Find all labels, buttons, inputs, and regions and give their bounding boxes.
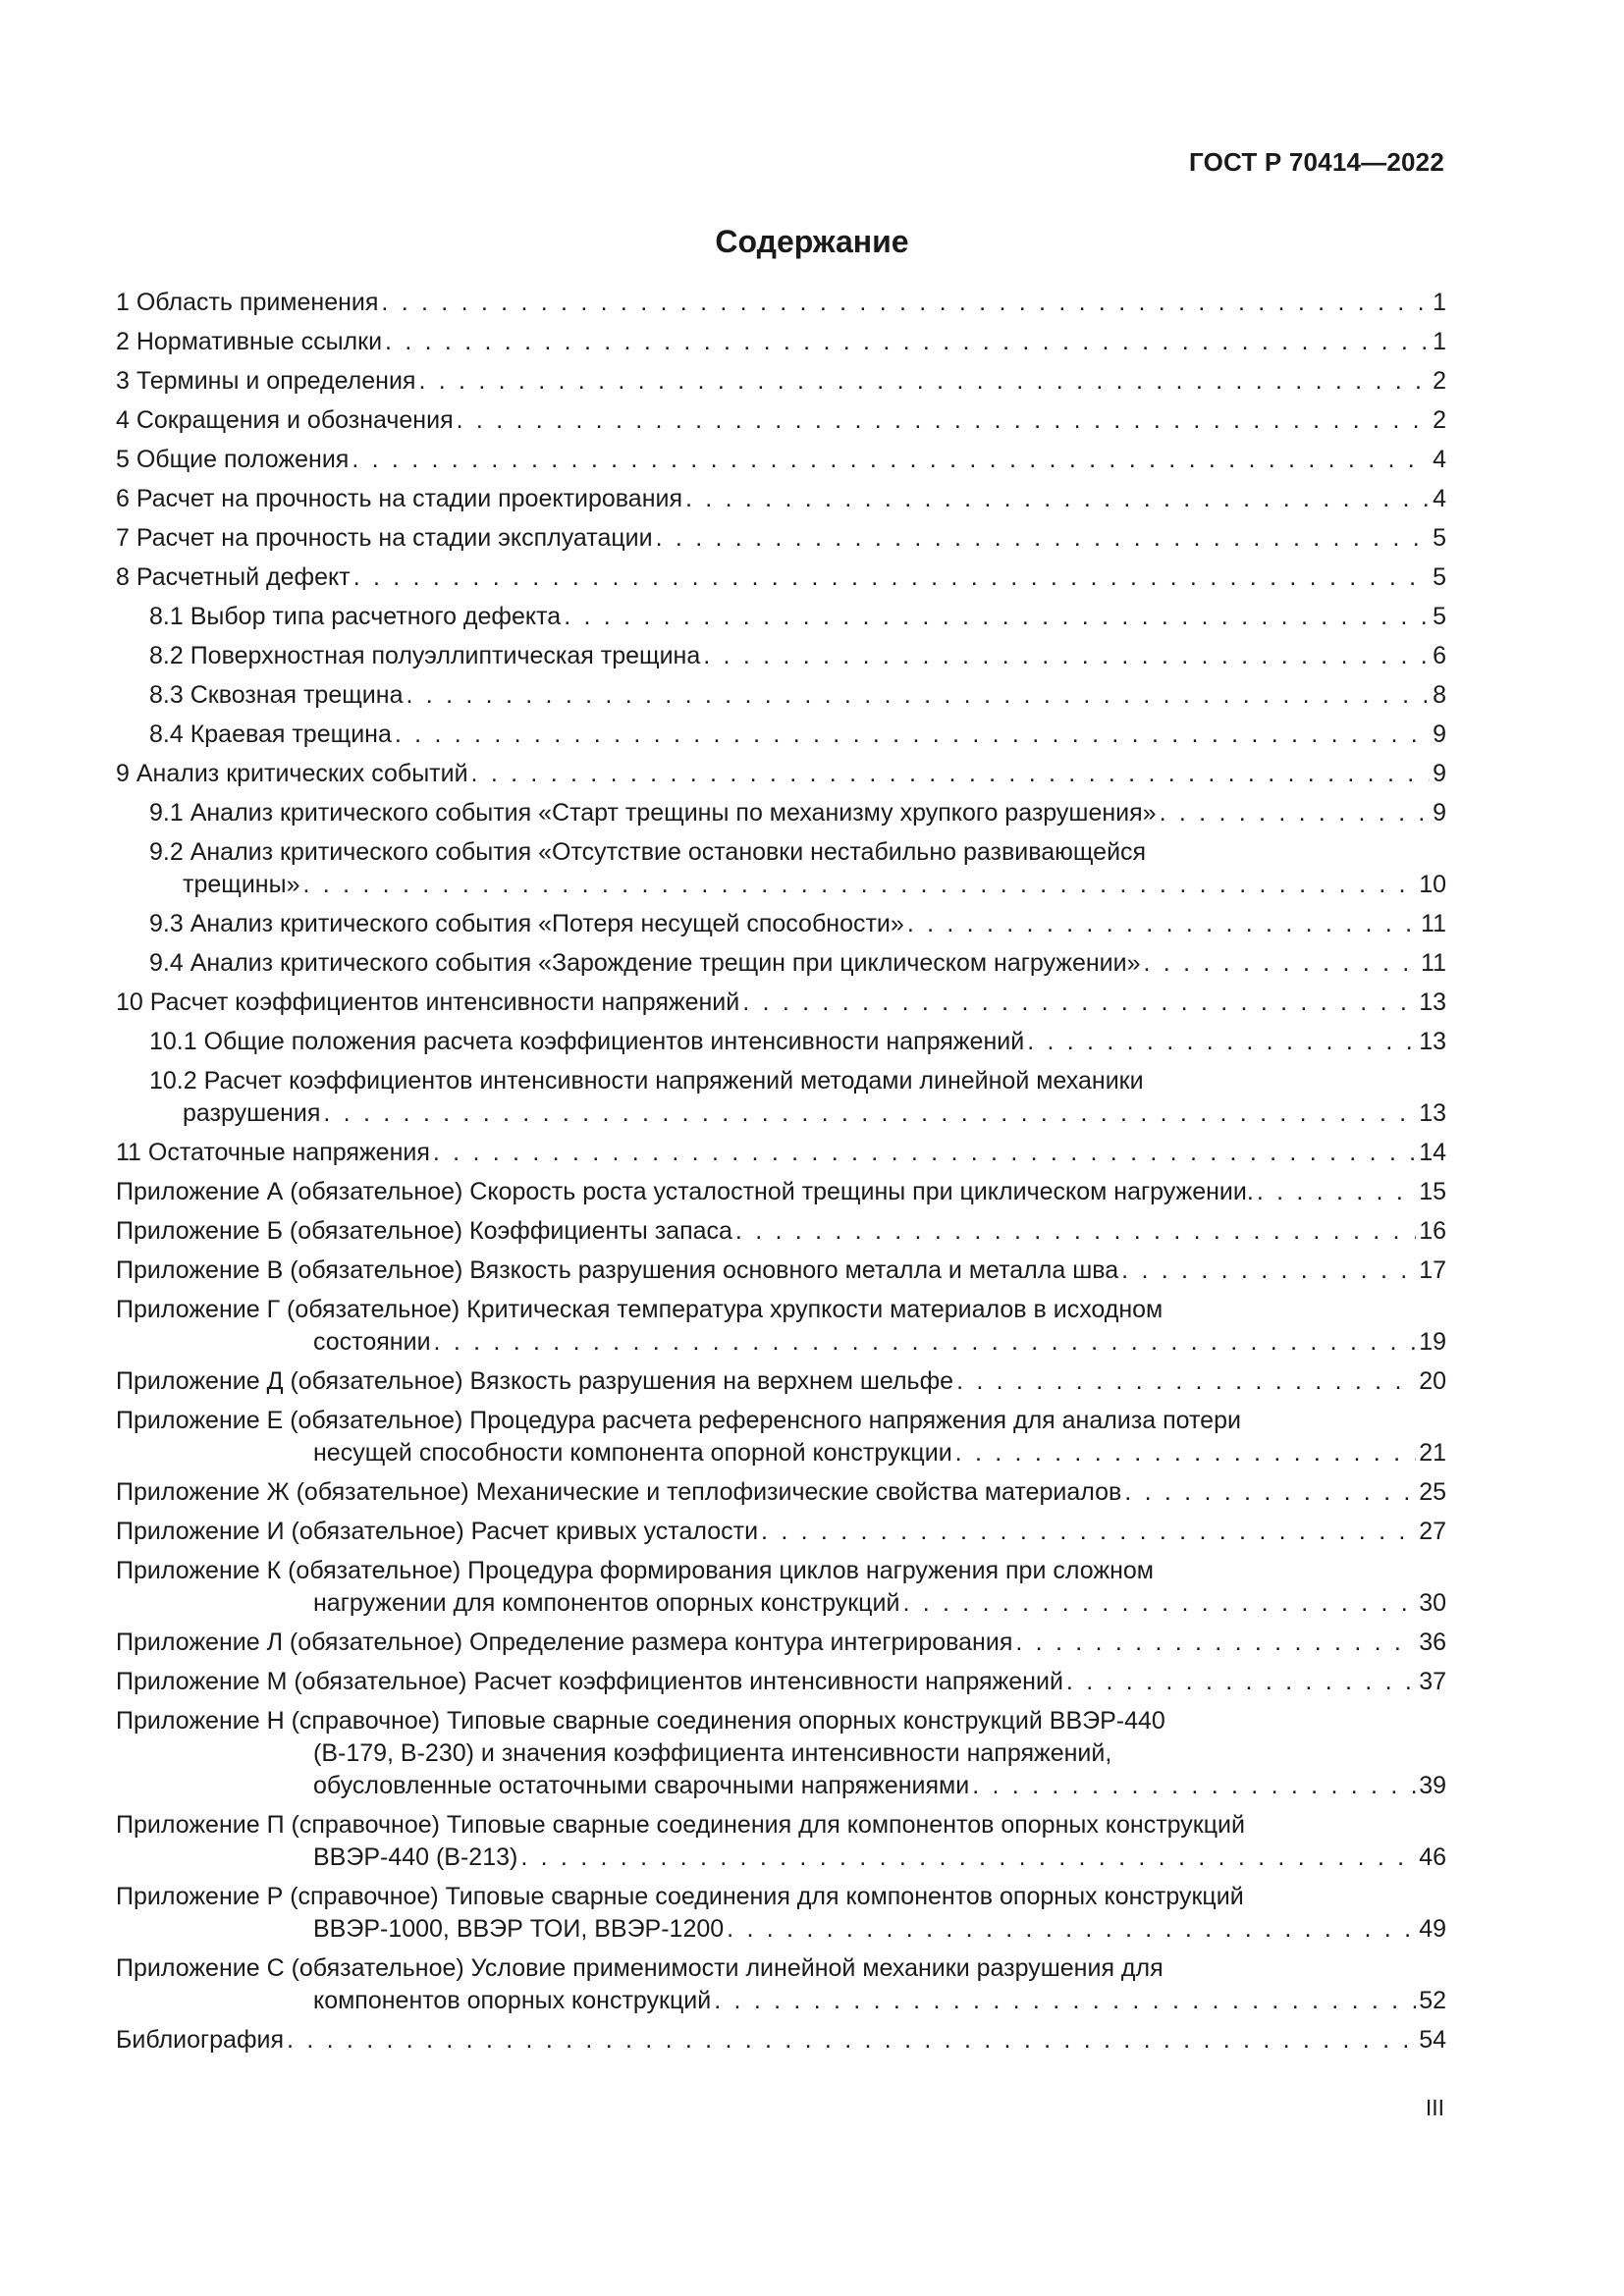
toc-page-number: 15	[1419, 1178, 1446, 1205]
toc-page-number: 20	[1419, 1367, 1446, 1395]
toc-page-number: 6	[1433, 642, 1446, 669]
toc-entry-text: 10 Расчет коэффициентов интенсивности напряжений	[116, 988, 740, 1016]
toc-entry[interactable]	[116, 326, 1446, 358]
toc-entry[interactable]	[149, 947, 1446, 980]
toc-entry-text: 9.1 Анализ критического события «Старт трещины по механизму хрупкого разрушения»	[149, 799, 1157, 827]
toc-entry-text: 11 Остаточные напряжения	[116, 1139, 430, 1166]
toc-entry-text: компонентов опорных конструкций	[313, 1987, 712, 2014]
toc-entry[interactable]	[116, 365, 1446, 398]
dot-leader	[1121, 1255, 1416, 1287]
toc-entry-text: трещины»	[183, 871, 300, 898]
toc-page-number: 36	[1419, 1629, 1446, 1656]
toc-page-number: 27	[1419, 1518, 1446, 1545]
toc-page-number: 13	[1419, 1099, 1446, 1127]
toc-entry[interactable]	[116, 1516, 1446, 1548]
dot-leader	[1124, 1476, 1416, 1509]
dot-leader	[323, 1097, 1416, 1130]
dot-leader	[1027, 1026, 1416, 1058]
toc-page-number: 1	[1433, 289, 1446, 316]
toc-entry-text: 10.1 Общие положения расчета коэффициентов интенсивности напряжений	[149, 1028, 1025, 1055]
toc-entry-text: Приложение К (обязательное) Процедура формирования циклов нагружения при сложном	[116, 1557, 1154, 1584]
toc-entry[interactable]	[116, 404, 1446, 437]
toc-page-number: 5	[1433, 563, 1446, 591]
toc-entry[interactable]	[149, 601, 1446, 633]
toc-entry-text: несущей способности компонента опорной конструкции	[313, 1439, 952, 1467]
toc-entry-text: Приложение Б (обязательное) Коэффициенты запаса	[116, 1217, 732, 1245]
toc-page-number: 30	[1419, 1589, 1446, 1617]
toc-entry[interactable]	[149, 797, 1446, 829]
dot-leader	[457, 404, 1430, 437]
toc-entry[interactable]	[116, 1627, 1446, 1659]
toc-entry-text: разрушения	[183, 1099, 321, 1127]
toc-page-number: 46	[1419, 1843, 1446, 1871]
toc-entry[interactable]	[116, 1405, 1446, 1469]
toc-entry[interactable]	[149, 679, 1446, 712]
dot-leader	[1160, 797, 1431, 829]
toc-page-number: 19	[1419, 1328, 1446, 1356]
toc-entry-text: состоянии	[313, 1328, 431, 1356]
toc-entry[interactable]	[116, 483, 1446, 515]
toc-entry[interactable]	[116, 1555, 1446, 1620]
dot-leader	[742, 987, 1416, 1019]
toc-page-number: 2	[1433, 406, 1446, 434]
toc-page-number: 37	[1419, 1668, 1446, 1695]
toc-entry-text: 1 Область применения	[116, 289, 379, 316]
toc-entry[interactable]	[116, 987, 1446, 1019]
toc-entry-text: Приложение Д (обязательное) Вязкость разрушения на верхнем шельфе	[116, 1367, 954, 1395]
toc-page-number: 8	[1433, 681, 1446, 709]
toc-entry-text: Приложение Г (обязательное) Критическая температура хрупкости материалов в исходном	[116, 1296, 1164, 1323]
document-code: ГОСТ Р 70414—2022	[1189, 147, 1444, 177]
dot-leader	[703, 640, 1430, 672]
dot-leader	[406, 679, 1430, 712]
page-number: III	[1425, 2095, 1444, 2120]
toc-page-number: 14	[1419, 1139, 1446, 1166]
dot-leader	[564, 601, 1430, 633]
toc-entry-text: 7 Расчет на прочность на стадии эксплуатации	[116, 524, 653, 552]
toc-page-number: 52	[1419, 1987, 1446, 2014]
toc-entry[interactable]	[116, 1137, 1446, 1169]
toc-page-number: 1	[1433, 328, 1446, 355]
dot-leader	[353, 561, 1430, 594]
toc-entry-text: 2 Нормативные ссылки	[116, 328, 383, 355]
toc-entry-text: Приложение Е (обязательное) Процедура расчета референсного напряжения для анализа потери	[116, 1407, 1241, 1434]
toc-page-number: 5	[1433, 603, 1446, 630]
toc-entry[interactable]	[116, 1255, 1446, 1287]
toc-entry[interactable]	[116, 1215, 1446, 1248]
toc-entry-text: ВВЭР-1000, ВВЭР ТОИ, ВВЭР-1200	[313, 1915, 725, 1943]
toc-page-number: 54	[1419, 2026, 1446, 2054]
toc-entry-text: Приложение Р (справочное) Типовые сварные соединения для компонентов опорных конструкций	[116, 1883, 1244, 1910]
dot-leader	[395, 719, 1430, 751]
toc-page-number: 9	[1433, 760, 1446, 787]
toc-entry[interactable]	[149, 719, 1446, 751]
toc-entry-text: Приложение Л (обязательное) Определение размера контура интегрирования	[116, 1629, 1013, 1656]
toc-entry-text: 9 Анализ критических событий	[116, 760, 468, 787]
dot-leader	[972, 1770, 1416, 1802]
toc-entry-text: Приложение А (обязательное) Скорость роста усталостной трещины при циклическом нагружении.	[116, 1178, 1254, 1205]
dot-leader	[714, 1985, 1416, 2017]
toc-page-number: 5	[1433, 524, 1446, 552]
toc-entry[interactable]	[116, 561, 1446, 594]
toc-entry[interactable]	[116, 1705, 1446, 1802]
toc-entry[interactable]	[116, 1476, 1446, 1509]
toc-page-number: 10	[1419, 871, 1446, 898]
dot-leader	[735, 1215, 1416, 1248]
toc-page-number: 21	[1419, 1439, 1446, 1467]
toc-entry-text: 9.3 Анализ критического события «Потеря несущей способности»	[149, 910, 904, 937]
toc-entry[interactable]	[149, 640, 1446, 672]
toc-entry-text: Приложение С (обязательное) Условие применимости линейной механики разрушения для	[116, 1954, 1164, 1982]
toc-entry[interactable]	[116, 1365, 1446, 1398]
dot-leader	[352, 444, 1430, 476]
toc-entry[interactable]	[149, 1065, 1446, 1130]
toc-entry-text: ВВЭР-440 (В-213)	[313, 1843, 518, 1871]
toc-entry-text: 9.4 Анализ критического события «Зарождение трещин при циклическом нагружении»	[149, 949, 1141, 977]
toc-page-number: 9	[1433, 799, 1446, 827]
dot-leader	[727, 1913, 1416, 1946]
toc-entry[interactable]	[116, 1881, 1446, 1946]
toc-page-number: 25	[1419, 1478, 1446, 1506]
toc-entry-text: Приложение М (обязательное) Расчет коэффициентов интенсивности напряжений	[116, 1668, 1063, 1695]
toc-page-number: 49	[1419, 1915, 1446, 1943]
toc-page-number: 17	[1419, 1256, 1446, 1284]
dot-leader	[1257, 1176, 1416, 1208]
dot-leader	[902, 1587, 1416, 1620]
dot-leader	[381, 287, 1430, 319]
toc-page-number: 11	[1421, 949, 1446, 977]
dot-leader	[1015, 1627, 1416, 1659]
toc-entry[interactable]	[116, 1294, 1446, 1359]
toc-page-number: 4	[1433, 485, 1446, 512]
toc-page-number: 16	[1419, 1217, 1446, 1245]
table-of-contents	[116, 287, 1446, 2063]
dot-leader	[907, 908, 1418, 940]
toc-entry-text: Приложение П (справочное) Типовые сварные соединения для компонентов опорных конструкций	[116, 1811, 1245, 1839]
dot-leader	[471, 758, 1431, 790]
dot-leader	[385, 326, 1430, 358]
toc-page-number: 39	[1419, 1772, 1446, 1799]
dot-leader	[955, 1437, 1417, 1469]
toc-page-number: 9	[1433, 721, 1446, 748]
toc-entry-text: 6 Расчет на прочность на стадии проектирования	[116, 485, 683, 512]
toc-entry-text: 4 Сокращения и обозначения	[116, 406, 454, 434]
toc-entry-text: нагружении для компонентов опорных конструкций	[313, 1589, 900, 1617]
dot-leader	[287, 2024, 1416, 2056]
toc-page-number: 13	[1419, 988, 1446, 1016]
toc-entry-text: 8 Расчетный дефект	[116, 563, 351, 591]
toc-entry[interactable]	[149, 836, 1446, 901]
toc-entry-text: 8.1 Выбор типа расчетного дефекта	[149, 603, 562, 630]
toc-entry[interactable]	[149, 908, 1446, 940]
toc-page-number: 11	[1421, 910, 1446, 937]
toc-entry[interactable]	[116, 1809, 1446, 1874]
toc-entry[interactable]	[149, 1026, 1446, 1058]
toc-entry[interactable]	[116, 1176, 1446, 1208]
toc-entry[interactable]	[116, 522, 1446, 555]
dot-leader	[685, 483, 1430, 515]
dot-leader	[520, 1842, 1416, 1874]
toc-entry-text: Библиография	[116, 2026, 285, 2054]
toc-entry-text: (В-179, В-230) и значения коэффициента интенсивности напряжений,	[313, 1739, 1112, 1767]
toc-entry-text: Приложение Н (справочное) Типовые сварные соединения опорных конструкций ВВЭР-440	[116, 1707, 1165, 1735]
dot-leader	[761, 1516, 1416, 1548]
dot-leader	[418, 365, 1430, 398]
toc-entry[interactable]	[116, 1666, 1446, 1698]
dot-leader	[433, 1137, 1416, 1169]
toc-entry-text: Приложение Ж (обязательное) Механические и теплофизические свойства материалов	[116, 1478, 1122, 1506]
toc-entry-text: 9.2 Анализ критического события «Отсутствие остановки нестабильно развивающейся	[149, 838, 1147, 866]
dot-leader	[656, 522, 1430, 555]
toc-page-number: 4	[1433, 446, 1446, 473]
toc-page-number: 2	[1433, 367, 1446, 395]
toc-entry-text: обусловленные остаточными сварочными напряжениями	[313, 1772, 970, 1799]
dot-leader	[1066, 1666, 1416, 1698]
toc-entry-text: Приложение И (обязательное) Расчет кривых усталости	[116, 1518, 759, 1545]
dot-leader	[302, 869, 1416, 901]
dot-leader	[1144, 947, 1419, 980]
toc-entry[interactable]	[116, 287, 1446, 319]
toc-page-number: 13	[1419, 1028, 1446, 1055]
toc-entry[interactable]	[116, 1952, 1446, 2017]
toc-entry-text: 8.2 Поверхностная полуэллиптическая трещина	[149, 642, 701, 669]
toc-entry-text: 10.2 Расчет коэффициентов интенсивности напряжений методами линейной механики	[149, 1067, 1144, 1095]
page-title: Содержание	[715, 224, 909, 259]
toc-entry-text: 5 Общие положения	[116, 446, 350, 473]
toc-entry-text: Приложение В (обязательное) Вязкость разрушения основного металла и металла шва	[116, 1256, 1119, 1284]
toc-entry[interactable]	[116, 2024, 1446, 2056]
toc-entry-text: 8.4 Краевая трещина	[149, 721, 392, 748]
dot-leader	[956, 1365, 1416, 1398]
toc-entry-text: 8.3 Сквозная трещина	[149, 681, 404, 709]
dot-leader	[434, 1326, 1417, 1359]
toc-entry[interactable]	[116, 444, 1446, 476]
toc-entry[interactable]	[116, 758, 1446, 790]
toc-entry-text: 3 Термины и определения	[116, 367, 416, 395]
